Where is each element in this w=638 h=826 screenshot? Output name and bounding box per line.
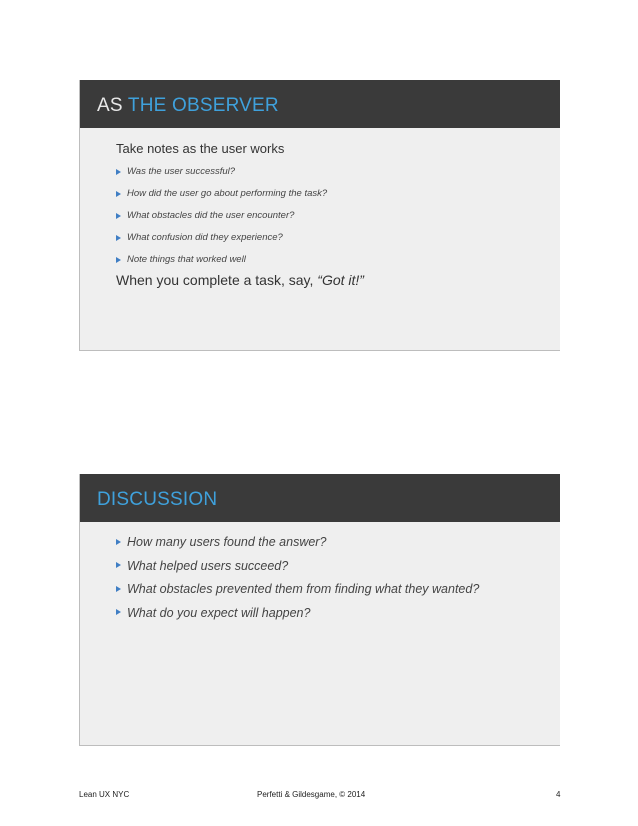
list-item-text: What helped users succeed? bbox=[127, 558, 289, 573]
triangle-right-icon bbox=[116, 609, 121, 615]
triangle-right-icon bbox=[116, 586, 121, 592]
slide-title-accent: DISCUSSION bbox=[97, 489, 218, 510]
discussion-bullet-list bbox=[116, 535, 479, 629]
slide-observer bbox=[79, 80, 560, 351]
triangle-right-icon bbox=[116, 169, 121, 175]
slide-title bbox=[97, 95, 279, 117]
list-item-text: How did the user go about performing the task? bbox=[127, 188, 328, 199]
list-item-text: Note things that worked well bbox=[127, 254, 246, 265]
triangle-right-icon bbox=[116, 235, 121, 241]
list-item-text: What do you expect will happen? bbox=[127, 605, 311, 620]
list-item bbox=[116, 559, 479, 583]
closing-quote: “Got it!” bbox=[317, 272, 364, 288]
footer-center: Perfetti & Gildesgame, © 2014 bbox=[257, 790, 366, 799]
slide-discussion bbox=[79, 474, 560, 746]
list-item bbox=[116, 166, 327, 188]
list-item-text: Was the user successful? bbox=[127, 166, 236, 177]
list-item bbox=[116, 535, 479, 559]
list-item-text: What obstacles prevented them from finding what they wanted? bbox=[127, 582, 480, 596]
list-item-text: How many users found the answer? bbox=[127, 535, 327, 549]
intro-text: Take notes as the user works bbox=[116, 141, 285, 156]
list-item bbox=[116, 232, 327, 254]
triangle-right-icon bbox=[116, 257, 121, 263]
triangle-right-icon bbox=[116, 213, 121, 219]
list-item bbox=[116, 210, 327, 232]
closing-text-plain: When you complete a task, say, bbox=[116, 272, 318, 288]
list-item-text: What confusion did they experience? bbox=[127, 232, 283, 243]
list-item bbox=[116, 606, 479, 630]
triangle-right-icon bbox=[116, 191, 121, 197]
list-item bbox=[116, 582, 479, 606]
list-item-text: What obstacles did the user encounter? bbox=[127, 210, 295, 221]
page-number: 4 bbox=[556, 790, 561, 799]
triangle-right-icon bbox=[116, 539, 121, 545]
slide-title-accent: THE OBSERVER bbox=[127, 95, 279, 116]
slide-header bbox=[80, 80, 560, 128]
list-item bbox=[116, 188, 327, 210]
triangle-right-icon bbox=[116, 562, 121, 568]
slide-title-plain: AS bbox=[97, 95, 128, 116]
slide-header bbox=[80, 474, 560, 522]
slide-title bbox=[97, 489, 217, 511]
observer-bullet-list bbox=[116, 166, 327, 276]
footer-left: Lean UX NYC bbox=[79, 790, 130, 799]
closing-text bbox=[116, 272, 364, 288]
